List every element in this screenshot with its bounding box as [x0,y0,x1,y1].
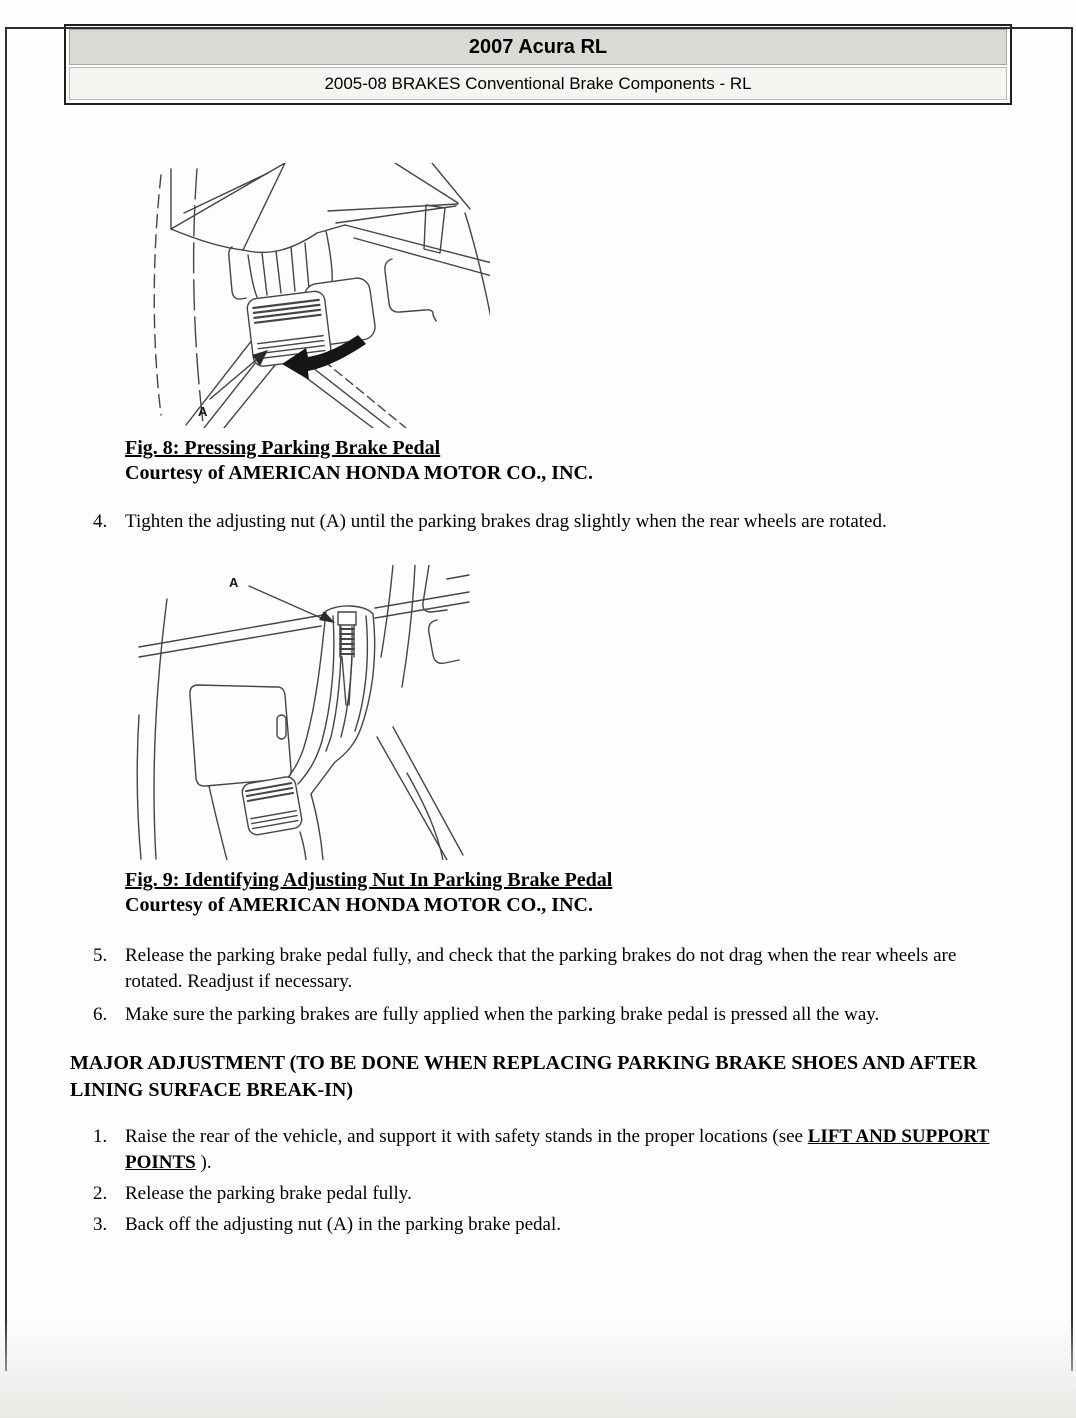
step-text: Release the parking brake pedal fully, and check that the parking brakes do not drag when the rear wheels are rotated. Readjust if necessary. [125,945,957,992]
step-text: Back off the adjusting nut (A) in the parking brake pedal. [125,1214,561,1235]
figure8-label-a: A [198,404,208,419]
major-step-2 [93,1181,1016,1207]
step-5 [93,943,1016,995]
figure8-courtesy: Courtesy of AMERICAN HONDA MOTOR CO., INC. [125,462,593,484]
page-title: 2007 Acura RL [69,29,1007,65]
panel-edge-dashed-line [154,175,161,415]
step-number: 1. [93,1126,108,1147]
step-4 [93,509,1016,535]
step-text [125,1124,1016,1176]
step-number: 6. [93,1004,108,1025]
step-number: 2. [93,1183,108,1204]
figure9-label-a: A [229,575,239,590]
lift-and-support-points-link[interactable]: LIFT AND SUPPORT POINTS [125,1126,990,1173]
step-number: 4. [93,511,108,532]
figure9-caption-block [125,868,1010,918]
step-text: Make sure the parking brakes are fully applied when the parking brake pedal is pressed all the way. [125,1004,880,1025]
pedal-pad [241,776,303,837]
step-text-before: Raise the rear of the vehicle, and support it with safety stands in the proper locations (see [125,1126,808,1147]
major-step-1 [93,1124,1016,1176]
figure9-courtesy: Courtesy of AMERICAN HONDA MOTOR CO., INC. [125,894,593,916]
major-step-3 [93,1212,1016,1238]
step-text: Tighten the adjusting nut (A) until the parking brakes drag slightly when the rear wheels are rotated. [125,511,887,532]
figure9-caption: Fig. 9: Identifying Adjusting Nut In Parking Brake Pedal [125,869,613,891]
figure8-illustration [140,163,490,428]
step-text: Release the parking brake pedal fully. [125,1183,412,1204]
console-panel [190,685,291,786]
label-a-leader-line [249,586,328,621]
adjusting-nut [338,612,356,625]
major-adjustment-heading: MAJOR ADJUSTMENT (TO BE DONE WHEN REPLACING PARKING BRAKE SHOES AND AFTER LINING SURFACE BREAK-IN) [70,1052,977,1101]
step-number: 3. [93,1214,108,1235]
step-text-after: ). [195,1152,212,1173]
figure8-caption: Fig. 8: Pressing Parking Brake Pedal [125,437,441,459]
figure9-illustration [125,565,470,860]
document-page [0,24,1076,1238]
page-bottom-fade [0,1318,1076,1418]
header-table [64,24,1012,105]
step-number: 5. [93,945,108,966]
step-6 [93,1002,1016,1028]
figure8-caption-block [125,436,1010,486]
page-subtitle: 2005-08 BRAKES Conventional Brake Components - RL [69,67,1007,100]
